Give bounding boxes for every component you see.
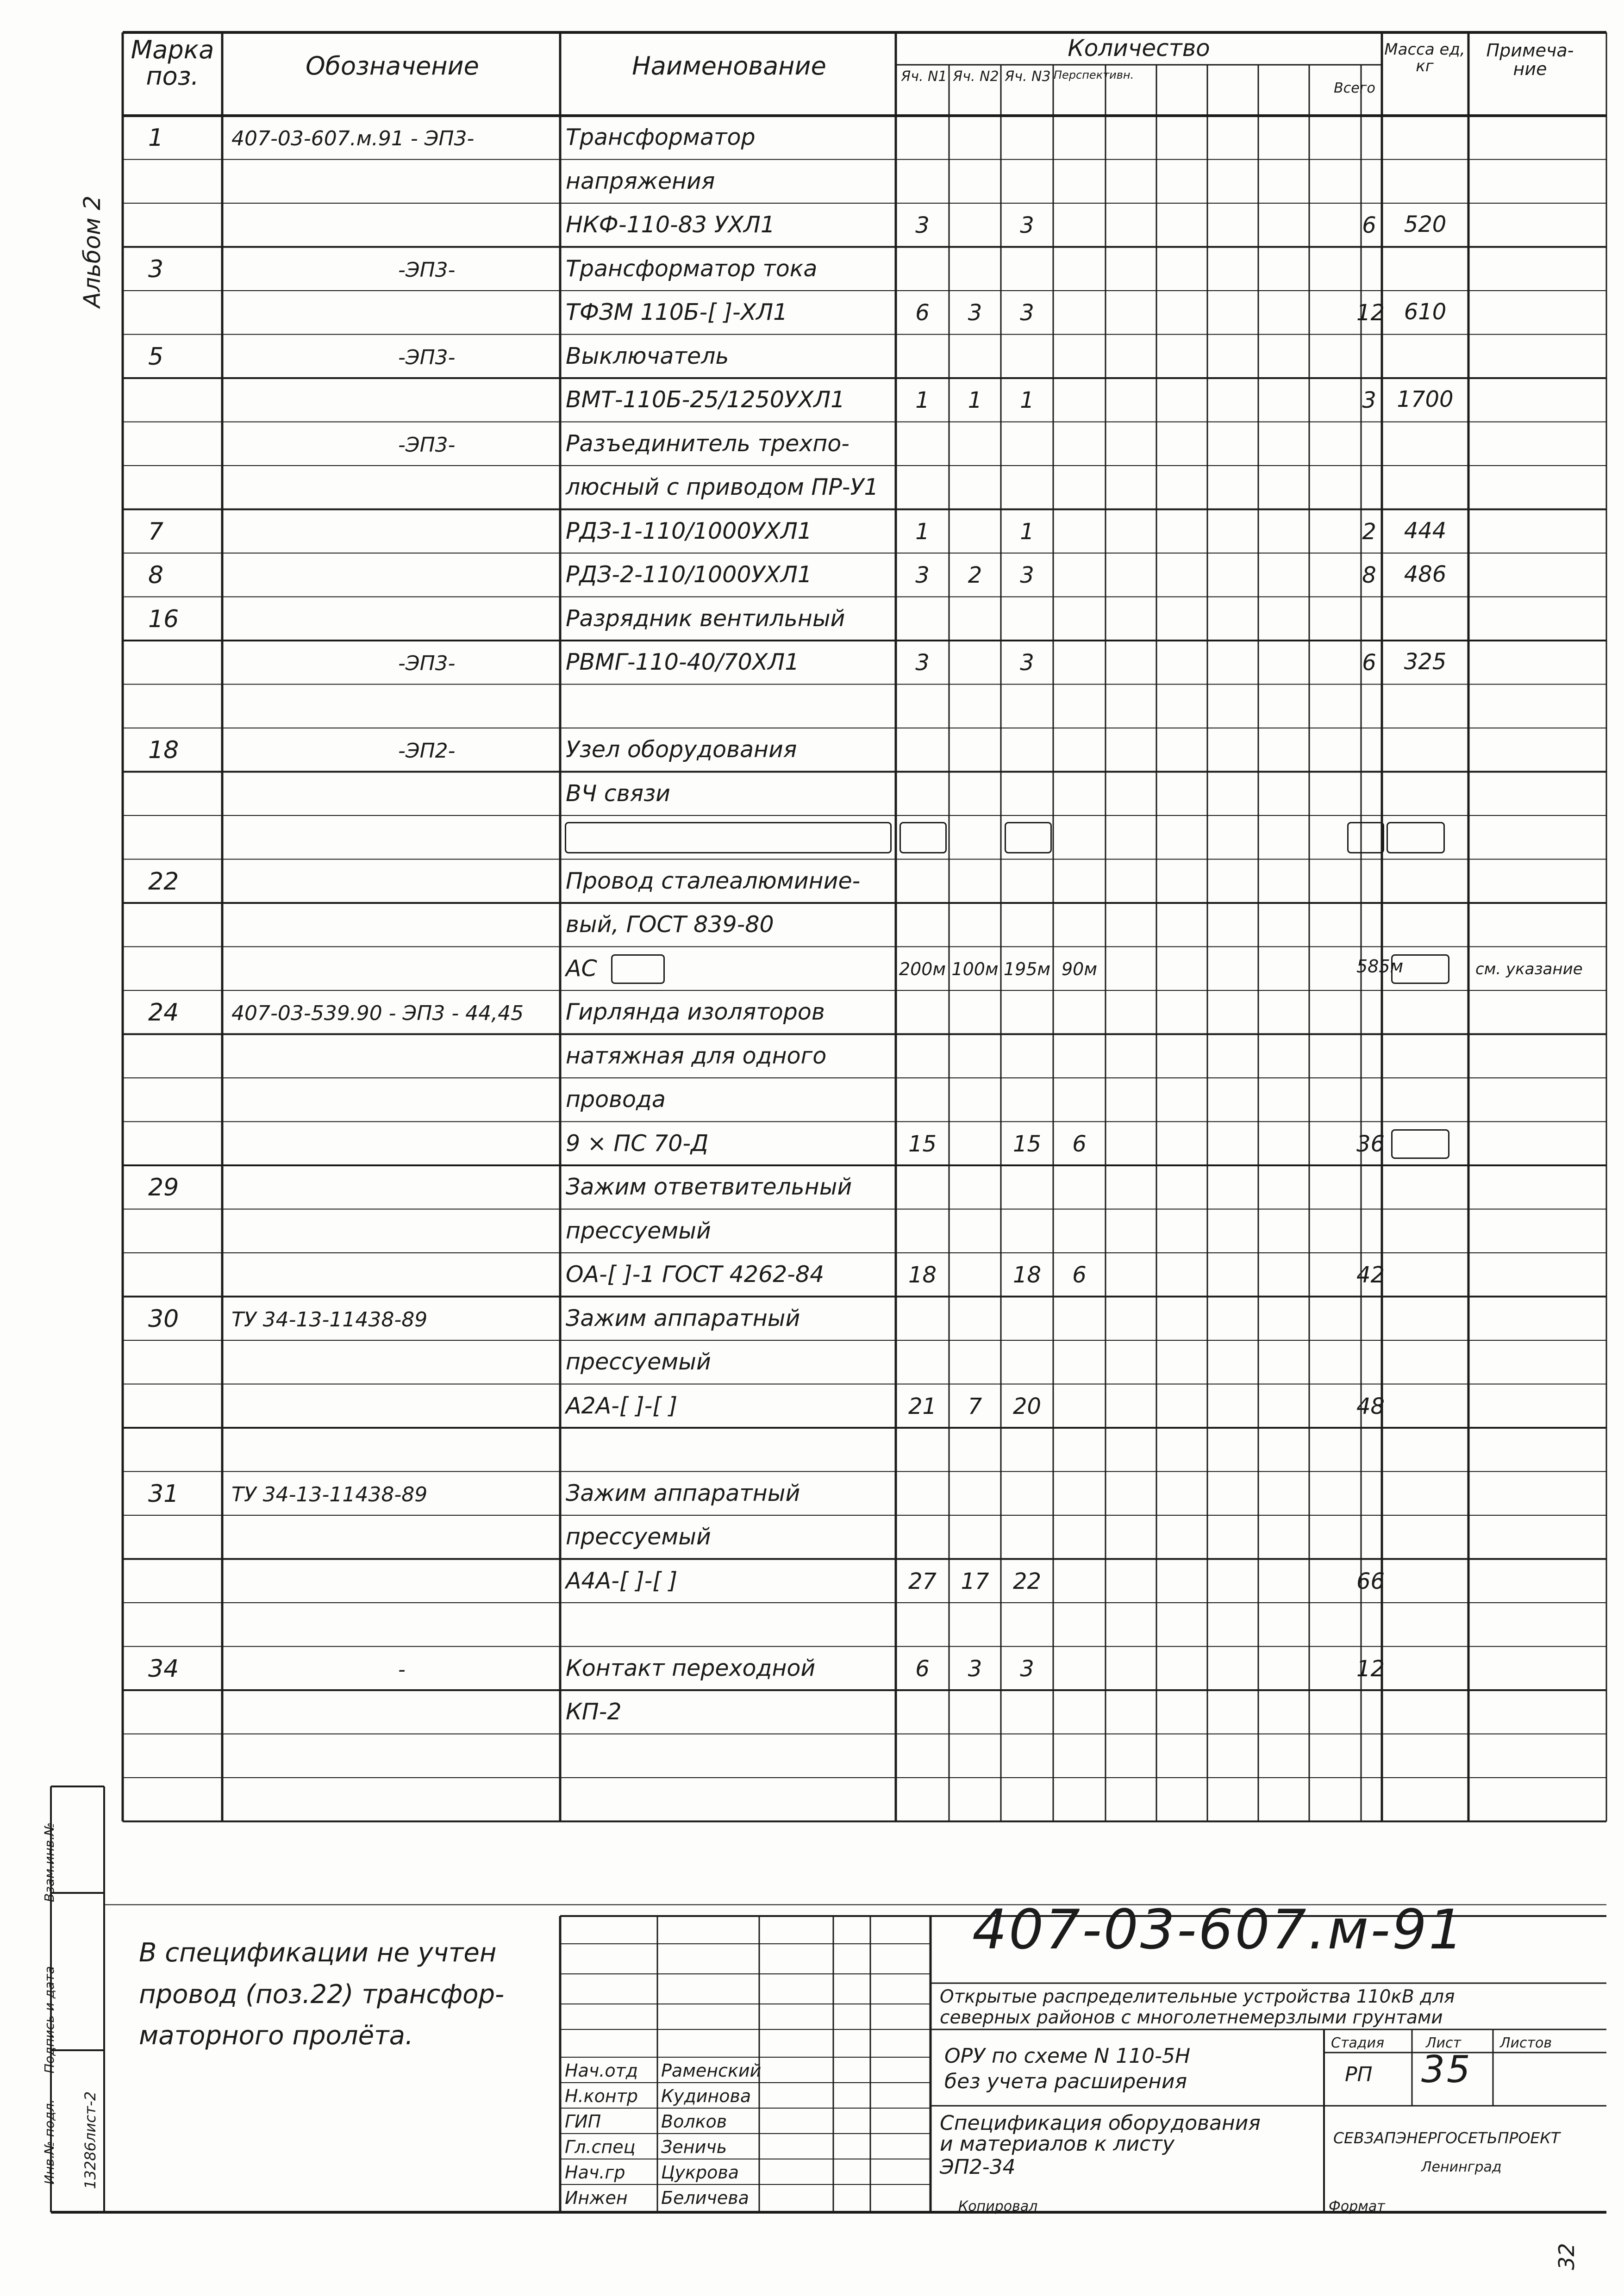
row-note: см. указание: [1475, 959, 1583, 978]
row-qty-q2: 3: [968, 1655, 982, 1682]
row-naimenovanie: 9 × ПС 70-Д: [566, 1130, 709, 1157]
row-vsego: 12: [1356, 300, 1385, 326]
row-massa: 444: [1404, 517, 1447, 544]
spec-title-2: и материалов к листу: [940, 2132, 1175, 2156]
sheet-title-2: без учета расширения: [944, 2070, 1187, 2093]
blank-field-q3: [1005, 822, 1052, 853]
row-naimenovanie: ОА-[ ]-1 ГОСТ 4262-84: [566, 1261, 824, 1288]
project-title-line-2: северных районов с многолетнемерзлыми грунтами: [940, 2007, 1443, 2028]
row-poz: 5: [148, 342, 164, 371]
row-qty-q3: 18: [1012, 1262, 1042, 1288]
row-naimenovanie: АС: [566, 955, 597, 982]
row-qty-q3: 1: [1020, 518, 1034, 545]
row-naimenovanie: прессуемый: [566, 1217, 711, 1244]
row-poz: 16: [148, 605, 179, 633]
header-q4: Перспективн.: [1054, 68, 1134, 81]
header-marka: Марка поз.: [131, 35, 214, 91]
stadiya-label: Стадия: [1331, 2035, 1385, 2051]
row-naimenovanie: напряжения: [566, 168, 715, 194]
row-naimenovanie: Зажим ответвительный: [566, 1174, 852, 1200]
project-title-line-1: Открытые распределительные устройства 110кВ для: [940, 1986, 1455, 2007]
row-qty-q1: 15: [908, 1131, 937, 1157]
blank-field-ac: [611, 954, 665, 984]
row-naimenovanie: НКФ-110-83 УХЛ1: [566, 212, 775, 238]
note-line-3: маторного пролёта.: [139, 2021, 413, 2051]
row-qty-q3: 15: [1012, 1131, 1042, 1157]
row-qty-q3: 3: [1020, 212, 1034, 238]
row-vsego: 42: [1356, 1262, 1385, 1288]
row-naimenovanie: ВЧ связи: [566, 780, 670, 807]
row-massa: 1700: [1397, 386, 1454, 412]
row-qty-q3: 3: [1020, 562, 1034, 588]
row-oboznachenie: 407-03-607.м.91 - ЭП3-: [231, 127, 475, 150]
row-naimenovanie: А2А-[ ]-[ ]: [566, 1392, 678, 1419]
signature-name: Раменский: [661, 2060, 762, 2081]
row-poz: 30: [148, 1305, 179, 1333]
row-qty-q1: 6: [915, 300, 930, 326]
side-inv-value: 13286лист-2: [81, 2091, 99, 2189]
row-qty-q4: 6: [1072, 1262, 1087, 1288]
note-text: [139, 1932, 546, 2057]
row-naimenovanie: КП-2: [566, 1699, 622, 1725]
signature-role: Инжен: [565, 2188, 628, 2208]
row-naimenovanie: Зажим аппаратный: [566, 1480, 800, 1506]
row-vsego: 3: [1362, 387, 1376, 413]
signature-name: Беличева: [661, 2188, 749, 2208]
row-oboznachenie: -ЭП3-: [398, 433, 456, 457]
row-naimenovanie: Трансформатор: [566, 124, 756, 150]
row-naimenovanie: Провод сталеалюминие-: [566, 867, 861, 894]
row-qty-q2: 17: [961, 1568, 989, 1594]
row-massa: 325: [1404, 649, 1447, 675]
header-kolichestvo: Количество: [1068, 35, 1210, 62]
row-naimenovanie: Гирлянда изоляторов: [566, 999, 825, 1025]
row-qty-q1: 3: [915, 562, 930, 588]
row-naimenovanie: Трансформатор тока: [566, 255, 818, 282]
format-label: Формат: [1329, 2198, 1385, 2215]
row-vsego: 66: [1356, 1568, 1385, 1594]
spec-title-3: ЭП2-34: [940, 2155, 1016, 2179]
list-label: Лист: [1426, 2035, 1462, 2051]
signature-role: ГИП: [565, 2111, 601, 2132]
row-poz: 1: [148, 124, 164, 152]
row-naimenovanie: прессуемый: [566, 1349, 711, 1375]
blank-field-massa-22: [1391, 954, 1449, 984]
spec-title-1: Спецификация оборудования: [940, 2111, 1261, 2135]
row-naimenovanie: РВМГ-110-40/70ХЛ1: [566, 649, 800, 675]
row-naimenovanie: вый, ГОСТ 839-80: [566, 911, 774, 938]
note-line-2: провод (поз.22) трансфор-: [139, 1979, 505, 2010]
row-poz: 18: [148, 736, 179, 764]
signature-role: Нач.гр: [565, 2162, 625, 2183]
row-naimenovanie: Контакт переходной: [566, 1655, 816, 1681]
row-qty-q1: 200м: [899, 958, 946, 979]
row-oboznachenie: -ЭП3-: [398, 258, 456, 282]
header-q1: Яч. N1: [901, 68, 947, 85]
blank-field-massa-24: [1391, 1129, 1449, 1159]
row-qty-q1: 3: [915, 212, 930, 238]
row-qty-q3: 3: [1020, 1655, 1034, 1682]
signature-name: Волков: [661, 2111, 727, 2132]
row-oboznachenie: 407-03-539.90 - ЭП3 - 44,45: [231, 1002, 524, 1025]
row-qty-q2: 1: [968, 387, 982, 413]
side-label-vzam: Взам.инв.№: [42, 1822, 57, 1902]
row-poz: 31: [148, 1480, 179, 1508]
row-vsego: 585м: [1356, 956, 1404, 977]
row-vsego: 6: [1362, 650, 1376, 676]
kopiroval-label: Копировал: [958, 2198, 1038, 2215]
row-vsego: 36: [1356, 1131, 1385, 1157]
header-q2: Яч. N2: [953, 68, 999, 85]
row-naimenovanie: ВМТ-110Б-25/1250УХЛ1: [566, 386, 845, 413]
row-naimenovanie: Разрядник вентильный: [566, 605, 845, 632]
row-naimenovanie: провода: [566, 1086, 666, 1113]
row-qty-q1: 1: [915, 518, 930, 545]
signature-role: Н.контр: [565, 2086, 638, 2106]
row-poz: 3: [148, 255, 164, 283]
row-poz: 7: [148, 517, 164, 546]
row-massa: 610: [1404, 299, 1447, 325]
row-poz: 34: [148, 1655, 179, 1683]
row-naimenovanie: люсный с приводом ПР-У1: [566, 474, 879, 500]
row-qty-q2: 2: [968, 562, 982, 588]
header-naimenovanie: Наименование: [632, 51, 826, 81]
row-qty-q4: 90м: [1061, 958, 1098, 979]
row-qty-q1: 21: [908, 1393, 937, 1419]
row-qty-q3: 20: [1012, 1393, 1042, 1419]
signature-name: Кудинова: [661, 2086, 751, 2106]
row-qty-q3: 3: [1020, 300, 1034, 326]
row-oboznachenie: -ЭП2-: [398, 739, 456, 763]
row-qty-q3: 195м: [1003, 958, 1051, 979]
row-qty-q3: 22: [1012, 1568, 1042, 1594]
row-qty-q3: 3: [1020, 650, 1034, 676]
header-oboznachenie: Обозначение: [306, 51, 479, 81]
signature-role: Гл.спец: [565, 2137, 636, 2157]
row-vsego: 8: [1362, 562, 1376, 588]
signature-role: Нач.отд: [565, 2060, 638, 2081]
row-qty-q1: 27: [908, 1568, 937, 1594]
row-qty-q1: 3: [915, 650, 930, 676]
row-qty-q2: 3: [968, 300, 982, 326]
row-qty-q2: 7: [968, 1393, 982, 1419]
row-oboznachenie: -ЭП3-: [398, 652, 456, 675]
header-vsego: Всего: [1334, 80, 1375, 96]
row-oboznachenie: ТУ 34-13-11438-89: [231, 1307, 428, 1332]
row-naimenovanie: Зажим аппаратный: [566, 1305, 800, 1332]
sheet-title-1: ОРУ по схеме N 110-5Н: [944, 2044, 1191, 2068]
row-naimenovanie: ТФЗМ 110Б-[ ]-ХЛ1: [566, 299, 788, 325]
row-poz: 22: [148, 867, 179, 896]
page-mark: 32: [1554, 2243, 1579, 2270]
row-oboznachenie: -ЭП3-: [398, 345, 456, 369]
signature-name: Цукрова: [661, 2162, 739, 2183]
row-naimenovanie: натяжная для одного: [566, 1042, 827, 1069]
header-primechanie: Примеча-ние: [1486, 40, 1574, 79]
row-oboznachenie: ТУ 34-13-11438-89: [231, 1482, 428, 1506]
row-qty-q4: 6: [1072, 1131, 1087, 1157]
header-massa: Масса ед, кг: [1384, 40, 1465, 75]
row-massa: 486: [1404, 561, 1447, 587]
row-vsego: 6: [1362, 212, 1376, 238]
row-massa: 520: [1404, 212, 1447, 237]
row-naimenovanie: Выключатель: [566, 342, 729, 369]
row-qty-q3: 1: [1020, 387, 1034, 413]
blank-field-q1: [899, 822, 947, 853]
document-designation: 407-03-607.м-91: [972, 1898, 1466, 1961]
note-line-1: В спецификации не учтен: [139, 1938, 497, 1968]
row-qty-q1: 6: [915, 1655, 930, 1682]
row-poz: 24: [148, 999, 179, 1027]
album-label: Альбом 2: [79, 195, 106, 308]
row-naimenovanie: Узел оборудования: [566, 736, 797, 763]
blank-field-massa: [1387, 822, 1445, 853]
blank-field-name: [565, 822, 892, 853]
row-vsego: 48: [1356, 1393, 1385, 1419]
row-naimenovanie: Разъединитель трехпо-: [566, 430, 849, 457]
signature-name: Зеничь: [661, 2137, 727, 2157]
row-oboznachenie: -: [398, 1657, 406, 1681]
stadiya-value: РП: [1345, 2063, 1373, 2086]
row-poz: 29: [148, 1174, 179, 1201]
row-naimenovanie: прессуемый: [566, 1524, 711, 1550]
row-vsego: 12: [1356, 1655, 1385, 1682]
row-qty-q1: 18: [908, 1262, 937, 1288]
blank-field-vsego: [1347, 822, 1384, 853]
row-poz: 8: [148, 561, 164, 589]
row-naimenovanie: А4А-[ ]-[ ]: [566, 1567, 678, 1594]
row-qty-q1: 1: [915, 387, 930, 413]
list-value: 35: [1421, 2048, 1472, 2091]
side-label-podpis: Подпись и дата: [42, 1966, 57, 2073]
header-q3: Яч. N3: [1005, 68, 1051, 85]
row-naimenovanie: РДЗ-1-110/1000УХЛ1: [566, 517, 812, 544]
org-city: Ленинград: [1421, 2159, 1502, 2175]
row-vsego: 2: [1362, 518, 1376, 545]
listov-label: Листов: [1500, 2035, 1552, 2051]
org-name: СЕВЗАПЭНЕРГОСЕТЬПРОЕКТ: [1333, 2129, 1560, 2147]
row-qty-q2: 100м: [951, 958, 999, 979]
side-label-inv: Инв.№ подл.: [42, 2099, 57, 2184]
row-naimenovanie: РДЗ-2-110/1000УХЛ1: [566, 561, 812, 588]
